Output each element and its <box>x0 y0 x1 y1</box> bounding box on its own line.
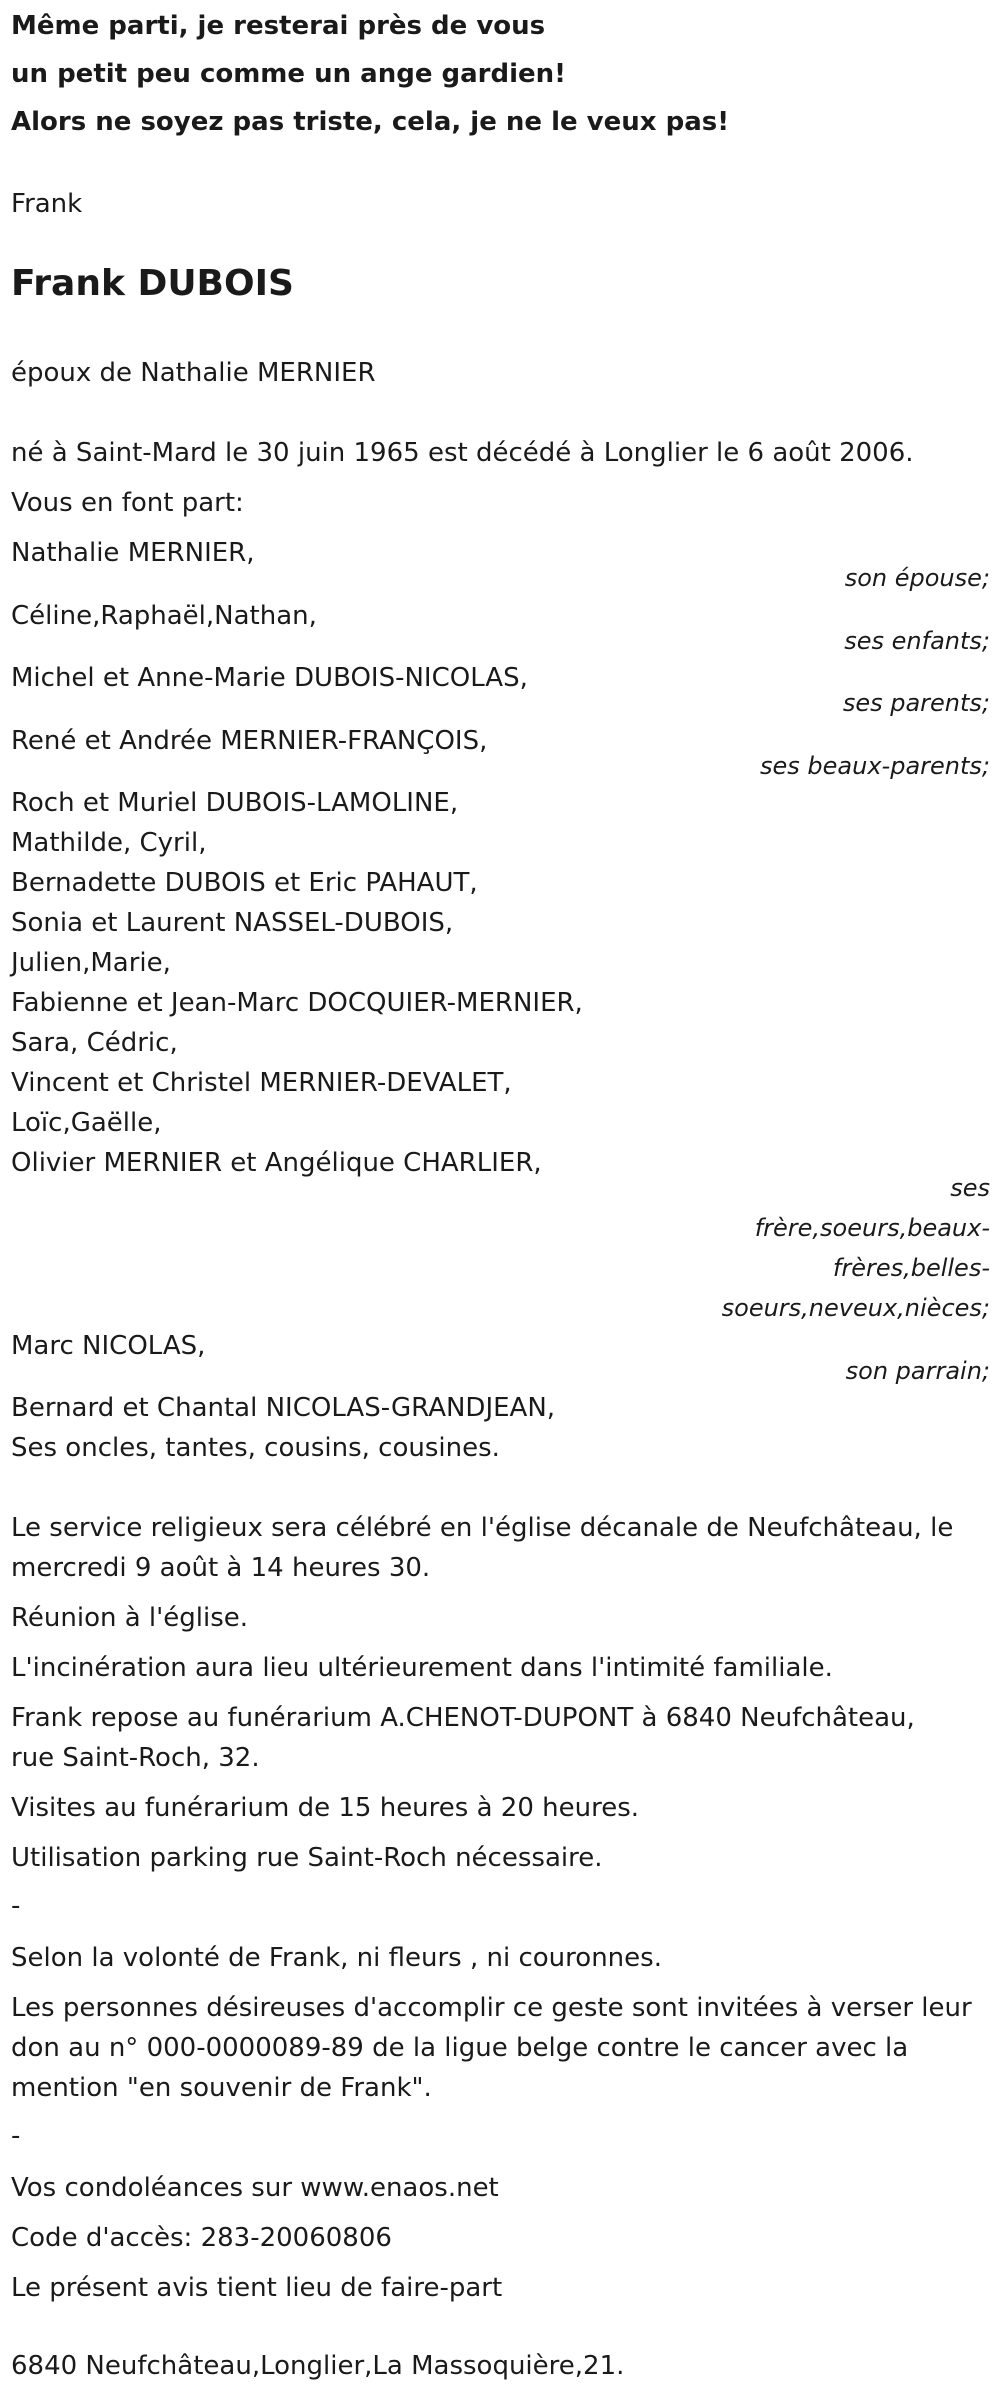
family-godfather-name: Marc NICOLAS, <box>11 1331 206 1361</box>
family-sibling-line: Vincent et Christel MERNIER-DEVALET, <box>11 1068 512 1098</box>
service-line-2: mercredi 9 août à 14 heures 30. <box>11 1553 431 1583</box>
family-siblings-relation <box>722 1168 990 1328</box>
family-sibling-line: Mathilde, Cyril, <box>11 828 207 858</box>
poem-signature: Frank <box>11 189 83 219</box>
family-children-relation: ses enfants; <box>844 627 990 655</box>
deceased-name: Frank DUBOIS <box>11 263 294 304</box>
family-sibling-line: Olivier MERNIER et Angélique CHARLIER, <box>11 1148 542 1178</box>
family-sibling-line: Roch et Muriel DUBOIS-LAMOLINE, <box>11 788 459 818</box>
service-cremation: L'incinération aura lieu ultérieurement dans l'intimité familiale. <box>11 1653 833 1683</box>
siblings-relation-line: ses <box>950 1174 990 1202</box>
family-parents-relation: ses parents; <box>842 689 990 717</box>
family-godfather-relation: son parrain; <box>845 1357 990 1385</box>
donation-line-3: mention "en souvenir de Frank". <box>11 2073 432 2103</box>
family-sibling-line: Fabienne et Jean-Marc DOCQUIER-MERNIER, <box>11 988 583 1018</box>
family-inlaws-names: René et Andrée MERNIER-FRANÇOIS, <box>11 726 488 756</box>
family-sibling-line: Sara, Cédric, <box>11 1028 178 1058</box>
service-meeting: Réunion à l'église. <box>11 1603 249 1633</box>
family-sibling-line: Bernadette DUBOIS et Eric PAHAUT, <box>11 868 478 898</box>
donation-line-2: don au n° 000-0000089-89 de la ligue belge contre le cancer avec la <box>11 2033 909 2063</box>
family-sibling-line: Loïc,Gaëlle, <box>11 1108 162 1138</box>
spouse-line: époux de Nathalie MERNIER <box>11 358 376 388</box>
family-other-line: Bernard et Chantal NICOLAS-GRANDJEAN, <box>11 1393 556 1423</box>
funeral-home-line-1: Frank repose au funérarium A.CHENOT-DUPONT à 6840 Neufchâteau, <box>11 1703 915 1733</box>
poem-line-1: Même parti, je resterai près de vous <box>11 11 546 41</box>
announcement-intro: Vous en font part: <box>11 488 244 518</box>
family-inlaws-relation: ses beaux-parents; <box>760 752 990 780</box>
donation-line-1: Les personnes désireuses d'accomplir ce geste sont invitées à verser leur <box>11 1993 972 2023</box>
family-spouse-name: Nathalie MERNIER, <box>11 538 255 568</box>
wishes-flowers: Selon la volonté de Frank, ni fleurs , ni couronnes. <box>11 1943 662 1973</box>
family-parents-names: Michel et Anne-Marie DUBOIS-NICOLAS, <box>11 663 528 693</box>
family-address: 6840 Neufchâteau,Longlier,La Massoquière,21. <box>11 2351 625 2381</box>
condolences-notice: Le présent avis tient lieu de faire-part <box>11 2273 503 2303</box>
condolences-site: Vos condoléances sur www.enaos.net <box>11 2173 499 2203</box>
section-separator: - <box>11 2121 21 2151</box>
funeral-home-line-2: rue Saint-Roch, 32. <box>11 1743 260 1773</box>
poem-line-2: un petit peu comme un ange gardien! <box>11 59 567 89</box>
family-children-names: Céline,Raphaël,Nathan, <box>11 601 317 631</box>
family-spouse-relation: son épouse; <box>844 564 990 592</box>
siblings-relation-line: frère,soeurs,beaux- <box>754 1214 990 1242</box>
siblings-relation-line: frères,belles- <box>832 1254 990 1282</box>
family-sibling-line: Julien,Marie, <box>11 948 171 978</box>
service-visits: Visites au funérarium de 15 heures à 20 heures. <box>11 1793 640 1823</box>
poem-line-3: Alors ne soyez pas triste, cela, je ne le veux pas! <box>11 107 730 137</box>
condolences-code: Code d'accès: 283-20060806 <box>11 2223 392 2253</box>
birth-death-line: né à Saint-Mard le 30 juin 1965 est décédé à Longlier le 6 août 2006. <box>11 438 914 468</box>
siblings-relation-line: soeurs,neveux,nièces; <box>721 1294 990 1322</box>
section-separator: - <box>11 1891 21 1921</box>
family-sibling-line: Sonia et Laurent NASSEL-DUBOIS, <box>11 908 454 938</box>
family-other-line: Ses oncles, tantes, cousins, cousines. <box>11 1433 500 1463</box>
service-parking: Utilisation parking rue Saint-Roch nécessaire. <box>11 1843 603 1873</box>
service-line-1: Le service religieux sera célébré en l'église décanale de Neufchâteau, le <box>11 1513 954 1543</box>
